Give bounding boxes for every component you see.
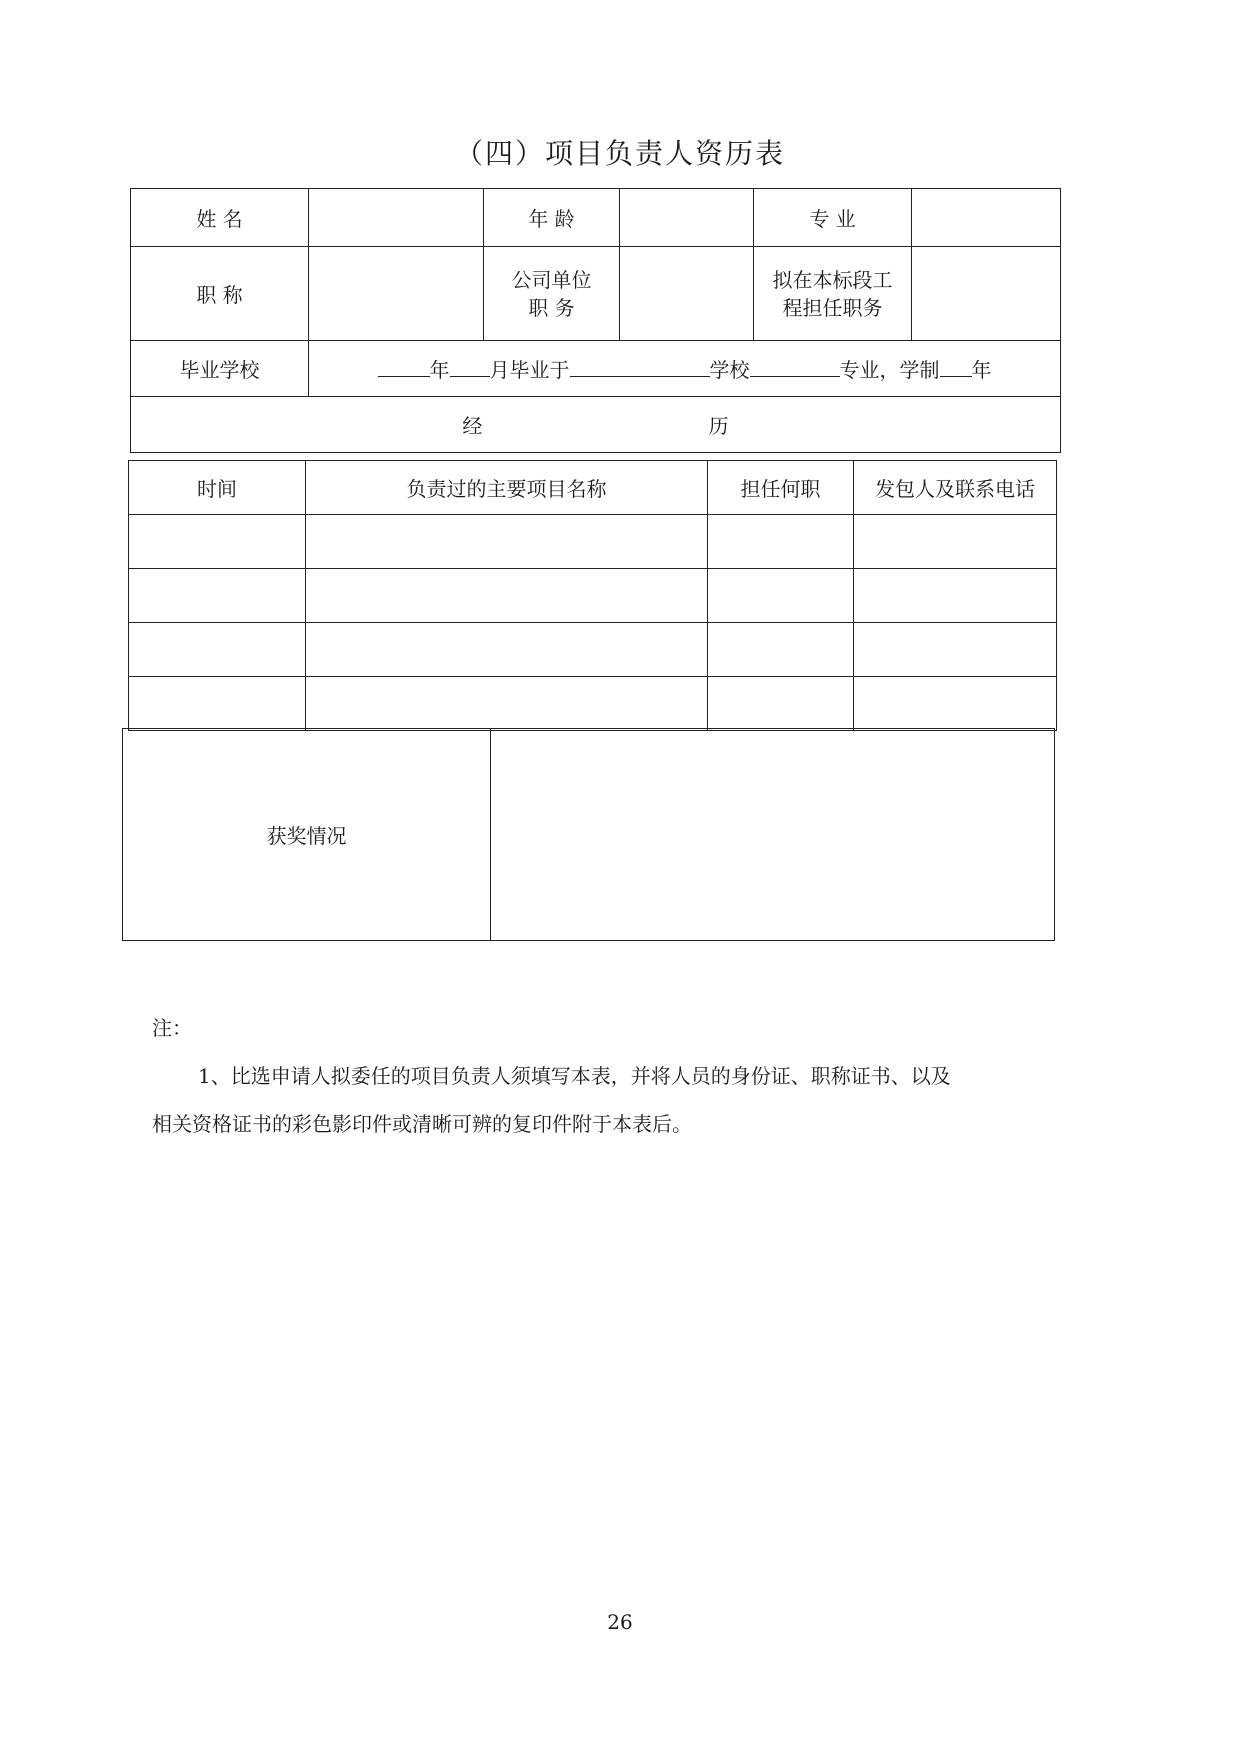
contact-cell[interactable] [854,569,1057,623]
title-field[interactable] [309,247,484,341]
project-cell[interactable] [306,515,708,569]
contact-cell[interactable] [854,677,1057,731]
project-cell[interactable] [306,623,708,677]
experience-table [128,460,1057,731]
awards-table [122,728,1055,941]
role-cell[interactable] [708,623,854,677]
col-role-header: 担任何职 [708,461,854,515]
table-row [129,569,1057,623]
basic-info-table [130,188,1061,453]
table-row [129,677,1057,731]
page-title: （四）项目负责人资历表 [454,137,785,170]
company-label-line2: 职 务 [528,295,575,320]
table-row [129,623,1057,677]
edu-school-text: 学校 [709,358,750,382]
time-cell[interactable] [129,515,306,569]
major-label: 专 业 [754,189,912,247]
experience-header: 经 历 [131,397,1061,453]
planned-position-label [754,247,912,341]
notes-heading: 注： [152,1016,192,1040]
note-item-1-line1: 1、比选申请人拟委任的项目负责人须填写本表，并将人员的身份证、职称证书、以及 [198,1064,951,1088]
school-name-blank[interactable] [570,358,710,377]
time-cell[interactable] [129,623,306,677]
role-cell[interactable] [708,515,854,569]
position-label-line2: 程担任职务 [782,295,883,320]
notes-section [152,1004,1052,1148]
company-position-label [484,247,620,341]
company-label-line1: 公司单位 [511,267,592,292]
table-row [129,515,1057,569]
page-number: 26 [607,1610,633,1634]
study-years-blank[interactable] [940,358,972,377]
grad-month-blank[interactable] [450,358,490,377]
grad-year-blank[interactable] [378,358,430,377]
age-field[interactable] [620,189,754,247]
time-cell[interactable] [129,569,306,623]
age-label: 年 龄 [484,189,620,247]
awards-field[interactable] [491,729,1055,941]
edu-year-end-text: 年 [971,358,992,382]
col-contact-header: 发包人及联系电话 [854,461,1057,515]
col-time-header: 时间 [129,461,306,515]
name-field[interactable] [309,189,484,247]
contact-cell[interactable] [854,515,1057,569]
time-cell[interactable] [129,677,306,731]
role-cell[interactable] [708,569,854,623]
edu-major-text: 专业，学制 [839,358,940,382]
major-field[interactable] [912,189,1061,247]
awards-label: 获奖情况 [123,729,491,941]
edu-year-text: 年 [429,358,450,382]
company-position-field[interactable] [620,247,754,341]
major-name-blank[interactable] [750,358,840,377]
project-cell[interactable] [306,569,708,623]
name-label: 姓 名 [131,189,309,247]
position-label-line1: 拟在本标段工 [772,267,893,292]
education-line [309,341,1061,397]
contact-cell[interactable] [854,623,1057,677]
col-project-header: 负责过的主要项目名称 [306,461,708,515]
edu-month-text: 月毕业于 [489,358,570,382]
project-cell[interactable] [306,677,708,731]
note-item-1-line2: 相关资格证书的彩色影印件或清晰可辨的复印件附于本表后。 [152,1112,692,1136]
school-label: 毕业学校 [131,341,309,397]
planned-position-field[interactable] [912,247,1061,341]
title-label: 职 称 [131,247,309,341]
role-cell[interactable] [708,677,854,731]
